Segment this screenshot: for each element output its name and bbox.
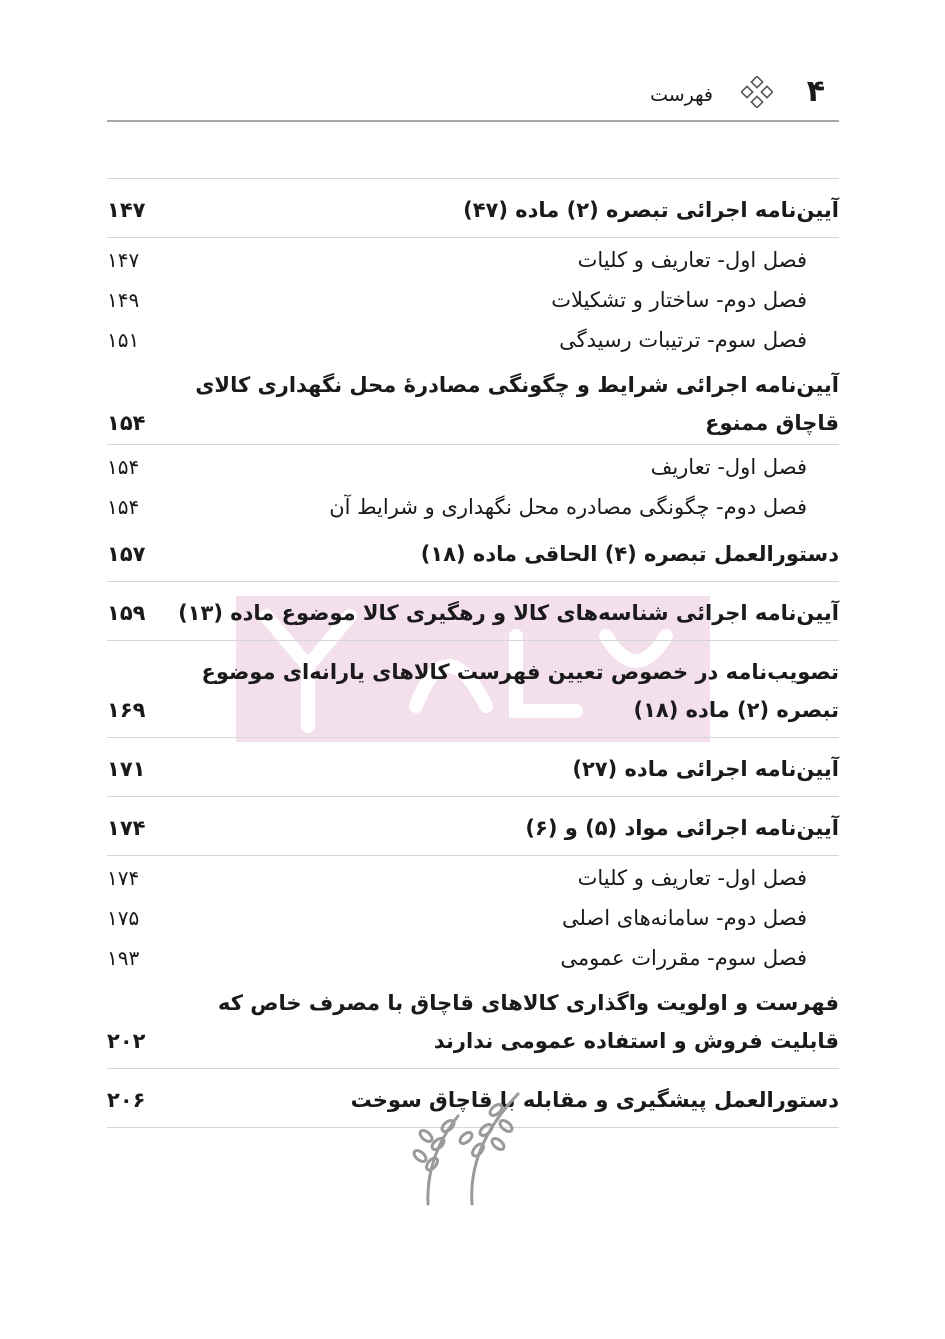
toc-entry[interactable] bbox=[107, 982, 839, 1069]
page-number: ۴ bbox=[806, 74, 825, 109]
toc-subentry[interactable] bbox=[107, 858, 839, 898]
toc-subentry[interactable] bbox=[107, 280, 839, 320]
header-title: فهرست bbox=[650, 84, 713, 106]
toc-subsections bbox=[107, 445, 839, 531]
toc-subentry[interactable] bbox=[107, 898, 839, 938]
toc-subsections bbox=[107, 856, 839, 982]
toc-entry-title: آیین‌نامه اجرائی شناسه‌های کالا و رهگیری کالا موضوع ماده (۱۳) bbox=[178, 601, 839, 625]
toc-subentry-page: ۱۷۴ bbox=[107, 866, 140, 890]
toc-subentry[interactable] bbox=[107, 240, 839, 280]
toc-subentry-title: فصل سوم- ترتیبات رسیدگی bbox=[559, 328, 807, 352]
toc-entry-title: دستورالعمل پیشگیری و مقابله با قاچاق سوخت bbox=[350, 1088, 839, 1112]
toc-entry-page: ۲۰۶ bbox=[107, 1088, 146, 1112]
toc-entry-page: ۱۷۴ bbox=[107, 816, 146, 840]
toc-entry-title: فهرست و اولویت واگذاری کالاهای قاچاق با مصرف خاص که قابلیت فروش و استفاده عمومی ندارند bbox=[218, 991, 839, 1053]
toc-subentry-title: فصل اول- تعاریف و کلیات bbox=[577, 866, 807, 890]
toc-entry-page: ۱۵۴ bbox=[107, 411, 146, 435]
toc-entry[interactable] bbox=[107, 582, 839, 641]
toc-entry-title: آیین‌نامه اجرائی مواد (۵) و (۶) bbox=[525, 816, 839, 840]
toc-subentry-title: فصل دوم- سامانه‌های اصلی bbox=[561, 906, 807, 930]
toc-entry[interactable] bbox=[107, 178, 839, 238]
page-header bbox=[107, 66, 839, 118]
toc-subentry-page: ۱۴۷ bbox=[107, 248, 140, 272]
toc-subentry-page: ۱۵۴ bbox=[107, 495, 140, 519]
toc-entry[interactable] bbox=[107, 738, 839, 797]
toc-subentry-page: ۱۷۵ bbox=[107, 906, 140, 930]
toc-entry-title: تصویب‌نامه در خصوص تعیین فهرست کالاهای یارانه‌ای موضوع تبصره (۲) ماده (۱۸) bbox=[201, 660, 839, 722]
toc-entry-page: ۱۷۱ bbox=[107, 757, 146, 781]
toc-subentry[interactable] bbox=[107, 320, 839, 360]
toc-entry[interactable] bbox=[107, 797, 839, 856]
toc-entry-page: ۱۵۷ bbox=[107, 542, 146, 566]
toc-entry-title: آیین‌نامه اجرائی شرایط و چگونگی مصادرۀ محل نگهداری کالای قاچاق ممنوع bbox=[195, 373, 839, 435]
toc-subsections bbox=[107, 238, 839, 364]
toc-subentry-title: فصل دوم- چگونگی مصادره محل نگهداری و شرایط آن bbox=[329, 495, 807, 519]
toc-subentry-page: ۱۵۱ bbox=[107, 328, 140, 352]
toc-subentry[interactable] bbox=[107, 487, 839, 527]
toc-subentry[interactable] bbox=[107, 447, 839, 487]
toc-subentry-page: ۱۴۹ bbox=[107, 288, 140, 312]
toc-subentry[interactable] bbox=[107, 938, 839, 978]
toc-entry[interactable] bbox=[107, 531, 839, 582]
toc-entry-page: ۱۵۹ bbox=[107, 601, 146, 625]
toc-subentry-title: فصل دوم- ساختار و تشکیلات bbox=[551, 288, 807, 312]
toc-subentry-title: فصل اول- تعاریف و کلیات bbox=[577, 248, 807, 272]
toc-entry-page: ۱۴۷ bbox=[107, 198, 146, 222]
toc-entry-title: دستورالعمل تبصره (۴) الحاقی ماده (۱۸) bbox=[420, 542, 839, 566]
header-divider bbox=[107, 120, 839, 122]
four-petal-flower-icon bbox=[741, 76, 773, 108]
toc-entry-title: آیین‌نامه اجرائی ماده (۲۷) bbox=[572, 757, 839, 781]
toc-entry-title: آیین‌نامه اجرائی تبصره (۲) ماده (۴۷) bbox=[463, 198, 839, 222]
toc-entry-page: ۱۶۹ bbox=[107, 698, 146, 722]
plant-sprig-ornament-icon bbox=[408, 1086, 536, 1210]
table-of-contents bbox=[107, 178, 839, 1128]
toc-subentry-page: ۱۹۳ bbox=[107, 946, 140, 970]
toc-entry[interactable] bbox=[107, 641, 839, 738]
toc-entry[interactable] bbox=[107, 364, 839, 445]
toc-subentry-page: ۱۵۴ bbox=[107, 455, 140, 479]
toc-entry-page: ۲۰۲ bbox=[107, 1029, 146, 1053]
toc-subentry-title: فصل اول- تعاریف bbox=[650, 455, 807, 479]
toc-subentry-title: فصل سوم- مقررات عمومی bbox=[560, 946, 807, 970]
